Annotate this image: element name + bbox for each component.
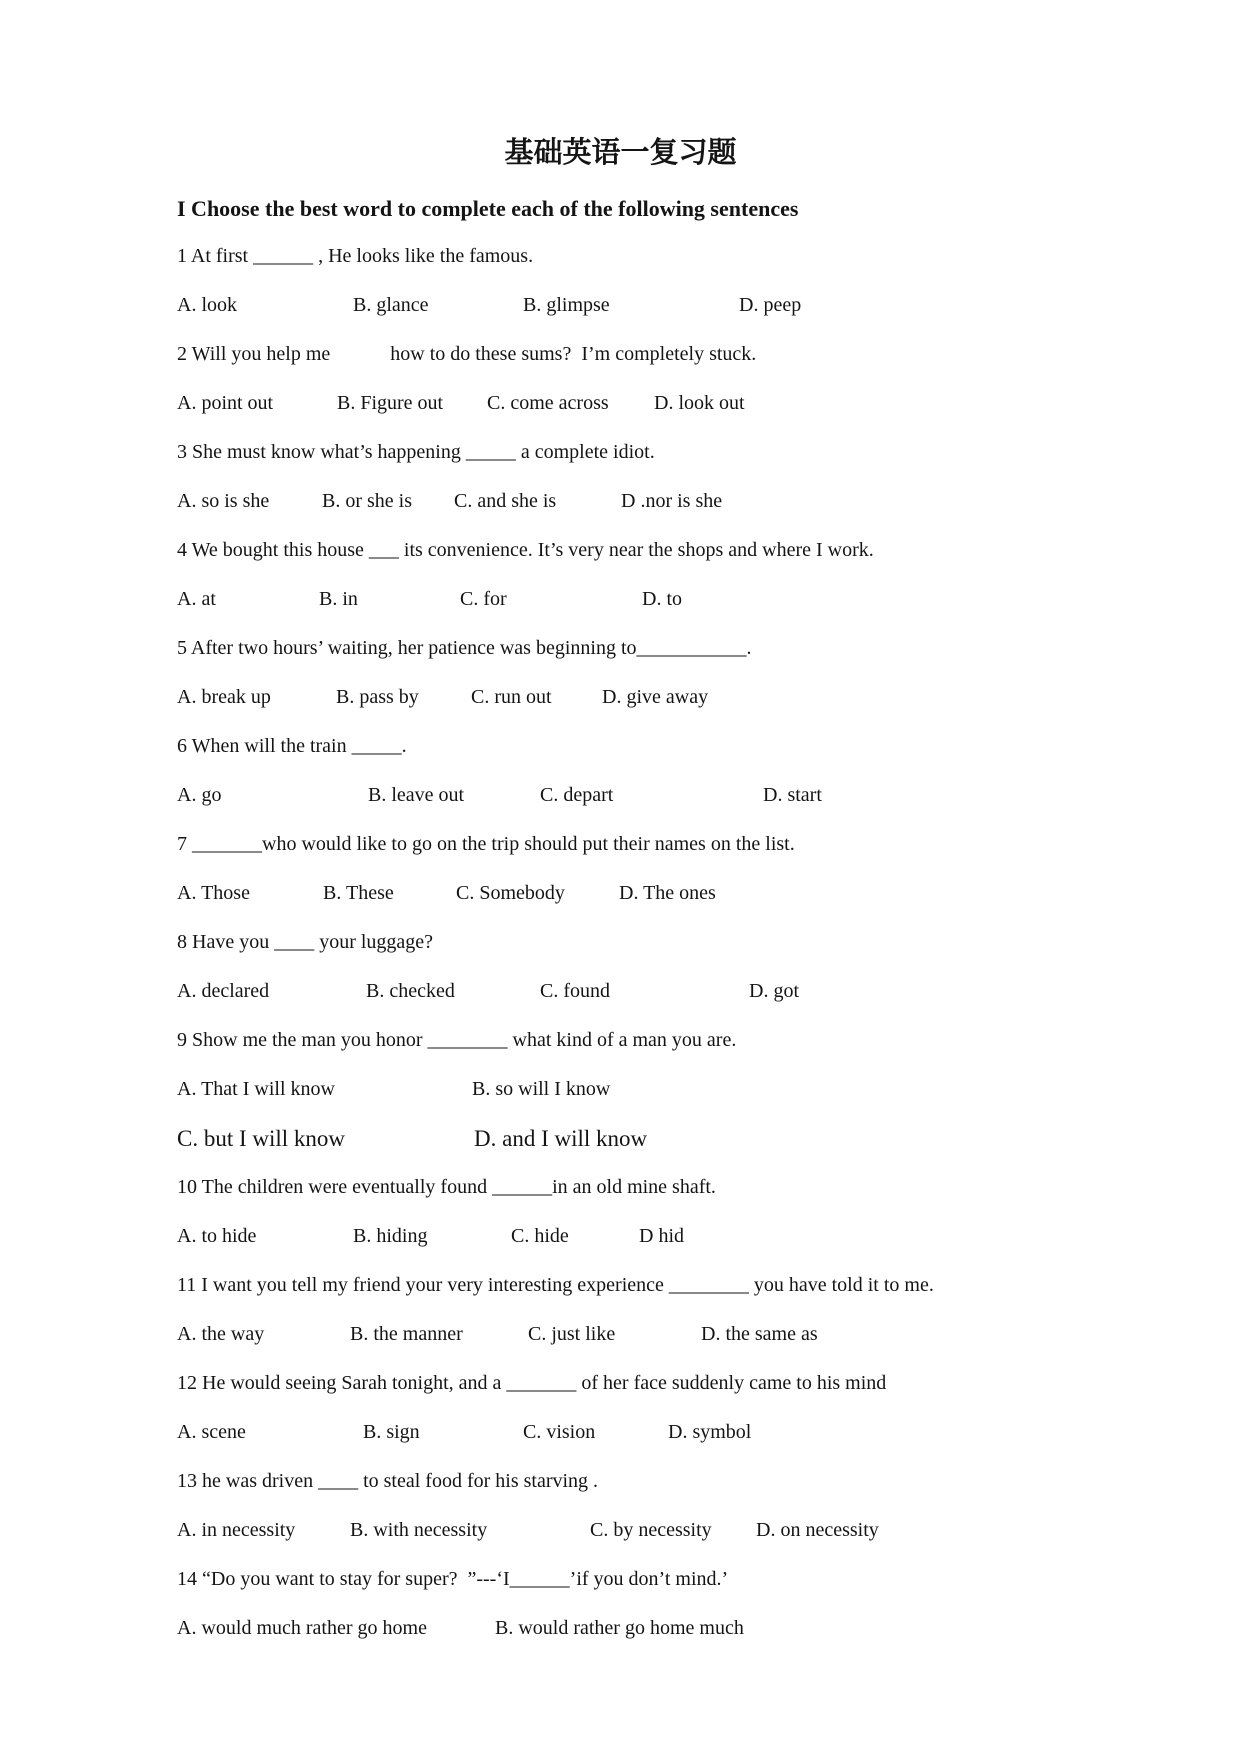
- question-7-stem: 7 _______who would like to go on the trip should put their names on the list.: [177, 833, 795, 855]
- question-1-option-b: B. glance: [353, 294, 429, 316]
- question-9-stem: 9 Show me the man you honor ________ what kind of a man you are.: [177, 1029, 737, 1051]
- question-10-option-d: D hid: [639, 1225, 684, 1247]
- question-6-option-c: C. depart: [540, 784, 614, 806]
- question-12-option-d: D. symbol: [668, 1421, 752, 1443]
- question-5-stem-line: [0, 624, 1241, 673]
- question-8-stem-line: [0, 918, 1241, 967]
- question-11-option-b: B. the manner: [350, 1323, 463, 1345]
- question-2-stem-line: [0, 330, 1241, 379]
- question-5-stem: 5 After two hours’ waiting, her patience was beginning to___________.: [177, 637, 752, 659]
- question-10-option-c: C. hide: [511, 1225, 569, 1247]
- question-7-option-d: D. The ones: [619, 882, 716, 904]
- question-8-option-a: A. declared: [177, 980, 270, 1002]
- question-4-options: [0, 575, 1241, 624]
- question-7-options: [0, 869, 1241, 918]
- question-11-options: [0, 1310, 1241, 1359]
- question-10-stem: 10 The children were eventually found ______in an old mine shaft.: [177, 1176, 716, 1198]
- question-13-options: [0, 1506, 1241, 1555]
- question-4-stem-line: [0, 526, 1241, 575]
- question-7-option-c: C. Somebody: [456, 882, 565, 904]
- question-10-options: [0, 1212, 1241, 1261]
- question-2-options: [0, 379, 1241, 428]
- question-5-option-c: C. run out: [471, 686, 552, 708]
- question-7-stem-line: [0, 820, 1241, 869]
- question-9-stem-line: [0, 1016, 1241, 1065]
- question-12-stem-line: [0, 1359, 1241, 1408]
- question-3-option-b: B. or she is: [322, 490, 412, 512]
- question-6-stem-line: [0, 722, 1241, 771]
- question-2-option-c: C. come across: [487, 392, 609, 414]
- question-12-options: [0, 1408, 1241, 1457]
- question-8-options: [0, 967, 1241, 1016]
- question-10-option-a: A. to hide: [177, 1225, 257, 1247]
- question-10-stem-line: [0, 1163, 1241, 1212]
- question-14-option-b: B. would rather go home much: [495, 1617, 744, 1639]
- question-12-stem: 12 He would seeing Sarah tonight, and a _______ of her face suddenly came to his mind: [177, 1372, 887, 1394]
- question-5-option-d: D. give away: [602, 686, 709, 708]
- question-1-options: [0, 281, 1241, 330]
- question-4-option-b: B. in: [319, 588, 358, 610]
- question-1-option-a: A. look: [177, 294, 237, 316]
- question-11-option-a: A. the way: [177, 1323, 265, 1345]
- question-9-option-b: B. so will I know: [472, 1078, 611, 1100]
- question-4-option-a: A. at: [177, 588, 216, 610]
- question-2-stem: 2 Will you help me how to do these sums? I’m completely stuck.: [177, 343, 757, 365]
- question-6-option-b: B. leave out: [368, 784, 465, 806]
- question-14-options: [0, 1604, 1241, 1653]
- question-3-stem: 3 She must know what’s happening _____ a complete idiot.: [177, 441, 655, 463]
- question-4-option-c: C. for: [460, 588, 507, 610]
- question-2-option-a: A. point out: [177, 392, 274, 414]
- question-1-stem-line: [0, 232, 1241, 281]
- question-9-option-c: C. but I will know: [177, 1126, 346, 1151]
- question-3-option-a: A. so is she: [177, 490, 270, 512]
- question-list: [0, 232, 1241, 1653]
- question-10-option-b: B. hiding: [353, 1225, 428, 1247]
- question-9-option-d: D. and I will know: [474, 1126, 648, 1151]
- question-6-stem: 6 When will the train _____.: [177, 735, 407, 757]
- question-8-option-b: B. checked: [366, 980, 455, 1002]
- question-11-stem-line: [0, 1261, 1241, 1310]
- question-4-option-d: D. to: [642, 588, 682, 610]
- question-5-option-a: A. break up: [177, 686, 271, 708]
- question-1-option-c: B. glimpse: [523, 294, 610, 316]
- question-7-option-b: B. These: [323, 882, 394, 904]
- question-14-stem-line: [0, 1555, 1241, 1604]
- question-2-option-b: B. Figure out: [337, 392, 444, 414]
- question-1-option-d: D. peep: [739, 294, 802, 316]
- question-6-option-d: D. start: [763, 784, 822, 806]
- question-2-option-d: D. look out: [654, 392, 745, 414]
- question-8-option-d: D. got: [749, 980, 799, 1002]
- question-12-option-a: A. scene: [177, 1421, 246, 1443]
- page-title: 基础英语一复习题: [504, 135, 737, 169]
- question-11-option-c: C. just like: [528, 1323, 616, 1345]
- question-3-option-c: C. and she is: [454, 490, 557, 512]
- question-13-option-a: A. in necessity: [177, 1519, 296, 1541]
- question-9-option-a: A. That I will know: [177, 1078, 335, 1100]
- question-12-option-c: C. vision: [523, 1421, 596, 1443]
- question-13-option-d: D. on necessity: [756, 1519, 879, 1541]
- question-8-stem: 8 Have you ____ your luggage?: [177, 931, 434, 953]
- question-12-option-b: B. sign: [363, 1421, 420, 1443]
- question-14-option-a: A. would much rather go home: [177, 1617, 427, 1639]
- question-3-stem-line: [0, 428, 1241, 477]
- question-3-options: [0, 477, 1241, 526]
- question-7-option-a: A. Those: [177, 882, 250, 904]
- question-3-option-d: D .nor is she: [621, 490, 723, 512]
- section-heading: I Choose the best word to complete each of the following sentences: [177, 196, 799, 221]
- question-14-stem: 14 “Do you want to stay for super? ”---‘I______’if you don’t mind.’: [177, 1568, 729, 1590]
- question-13-stem: 13 he was driven ____ to steal food for his starving .: [177, 1470, 599, 1492]
- question-9-options-row-1: [0, 1065, 1241, 1114]
- question-13-option-c: C. by necessity: [590, 1519, 712, 1541]
- question-8-option-c: C. found: [540, 980, 610, 1002]
- question-13-stem-line: [0, 1457, 1241, 1506]
- question-13-option-b: B. with necessity: [350, 1519, 488, 1541]
- question-1-stem: 1 At first ______ , He looks like the famous.: [177, 245, 534, 267]
- question-11-stem: 11 I want you tell my friend your very interesting experience ________ you have told it to me.: [177, 1274, 934, 1296]
- question-5-option-b: B. pass by: [336, 686, 419, 708]
- question-11-option-d: D. the same as: [701, 1323, 818, 1345]
- question-6-option-a: A. go: [177, 784, 222, 806]
- question-6-options: [0, 771, 1241, 820]
- question-4-stem: 4 We bought this house ___ its convenience. It’s very near the shops and where I work.: [177, 539, 874, 561]
- question-9-options-row-2: [0, 1114, 1241, 1163]
- question-5-options: [0, 673, 1241, 722]
